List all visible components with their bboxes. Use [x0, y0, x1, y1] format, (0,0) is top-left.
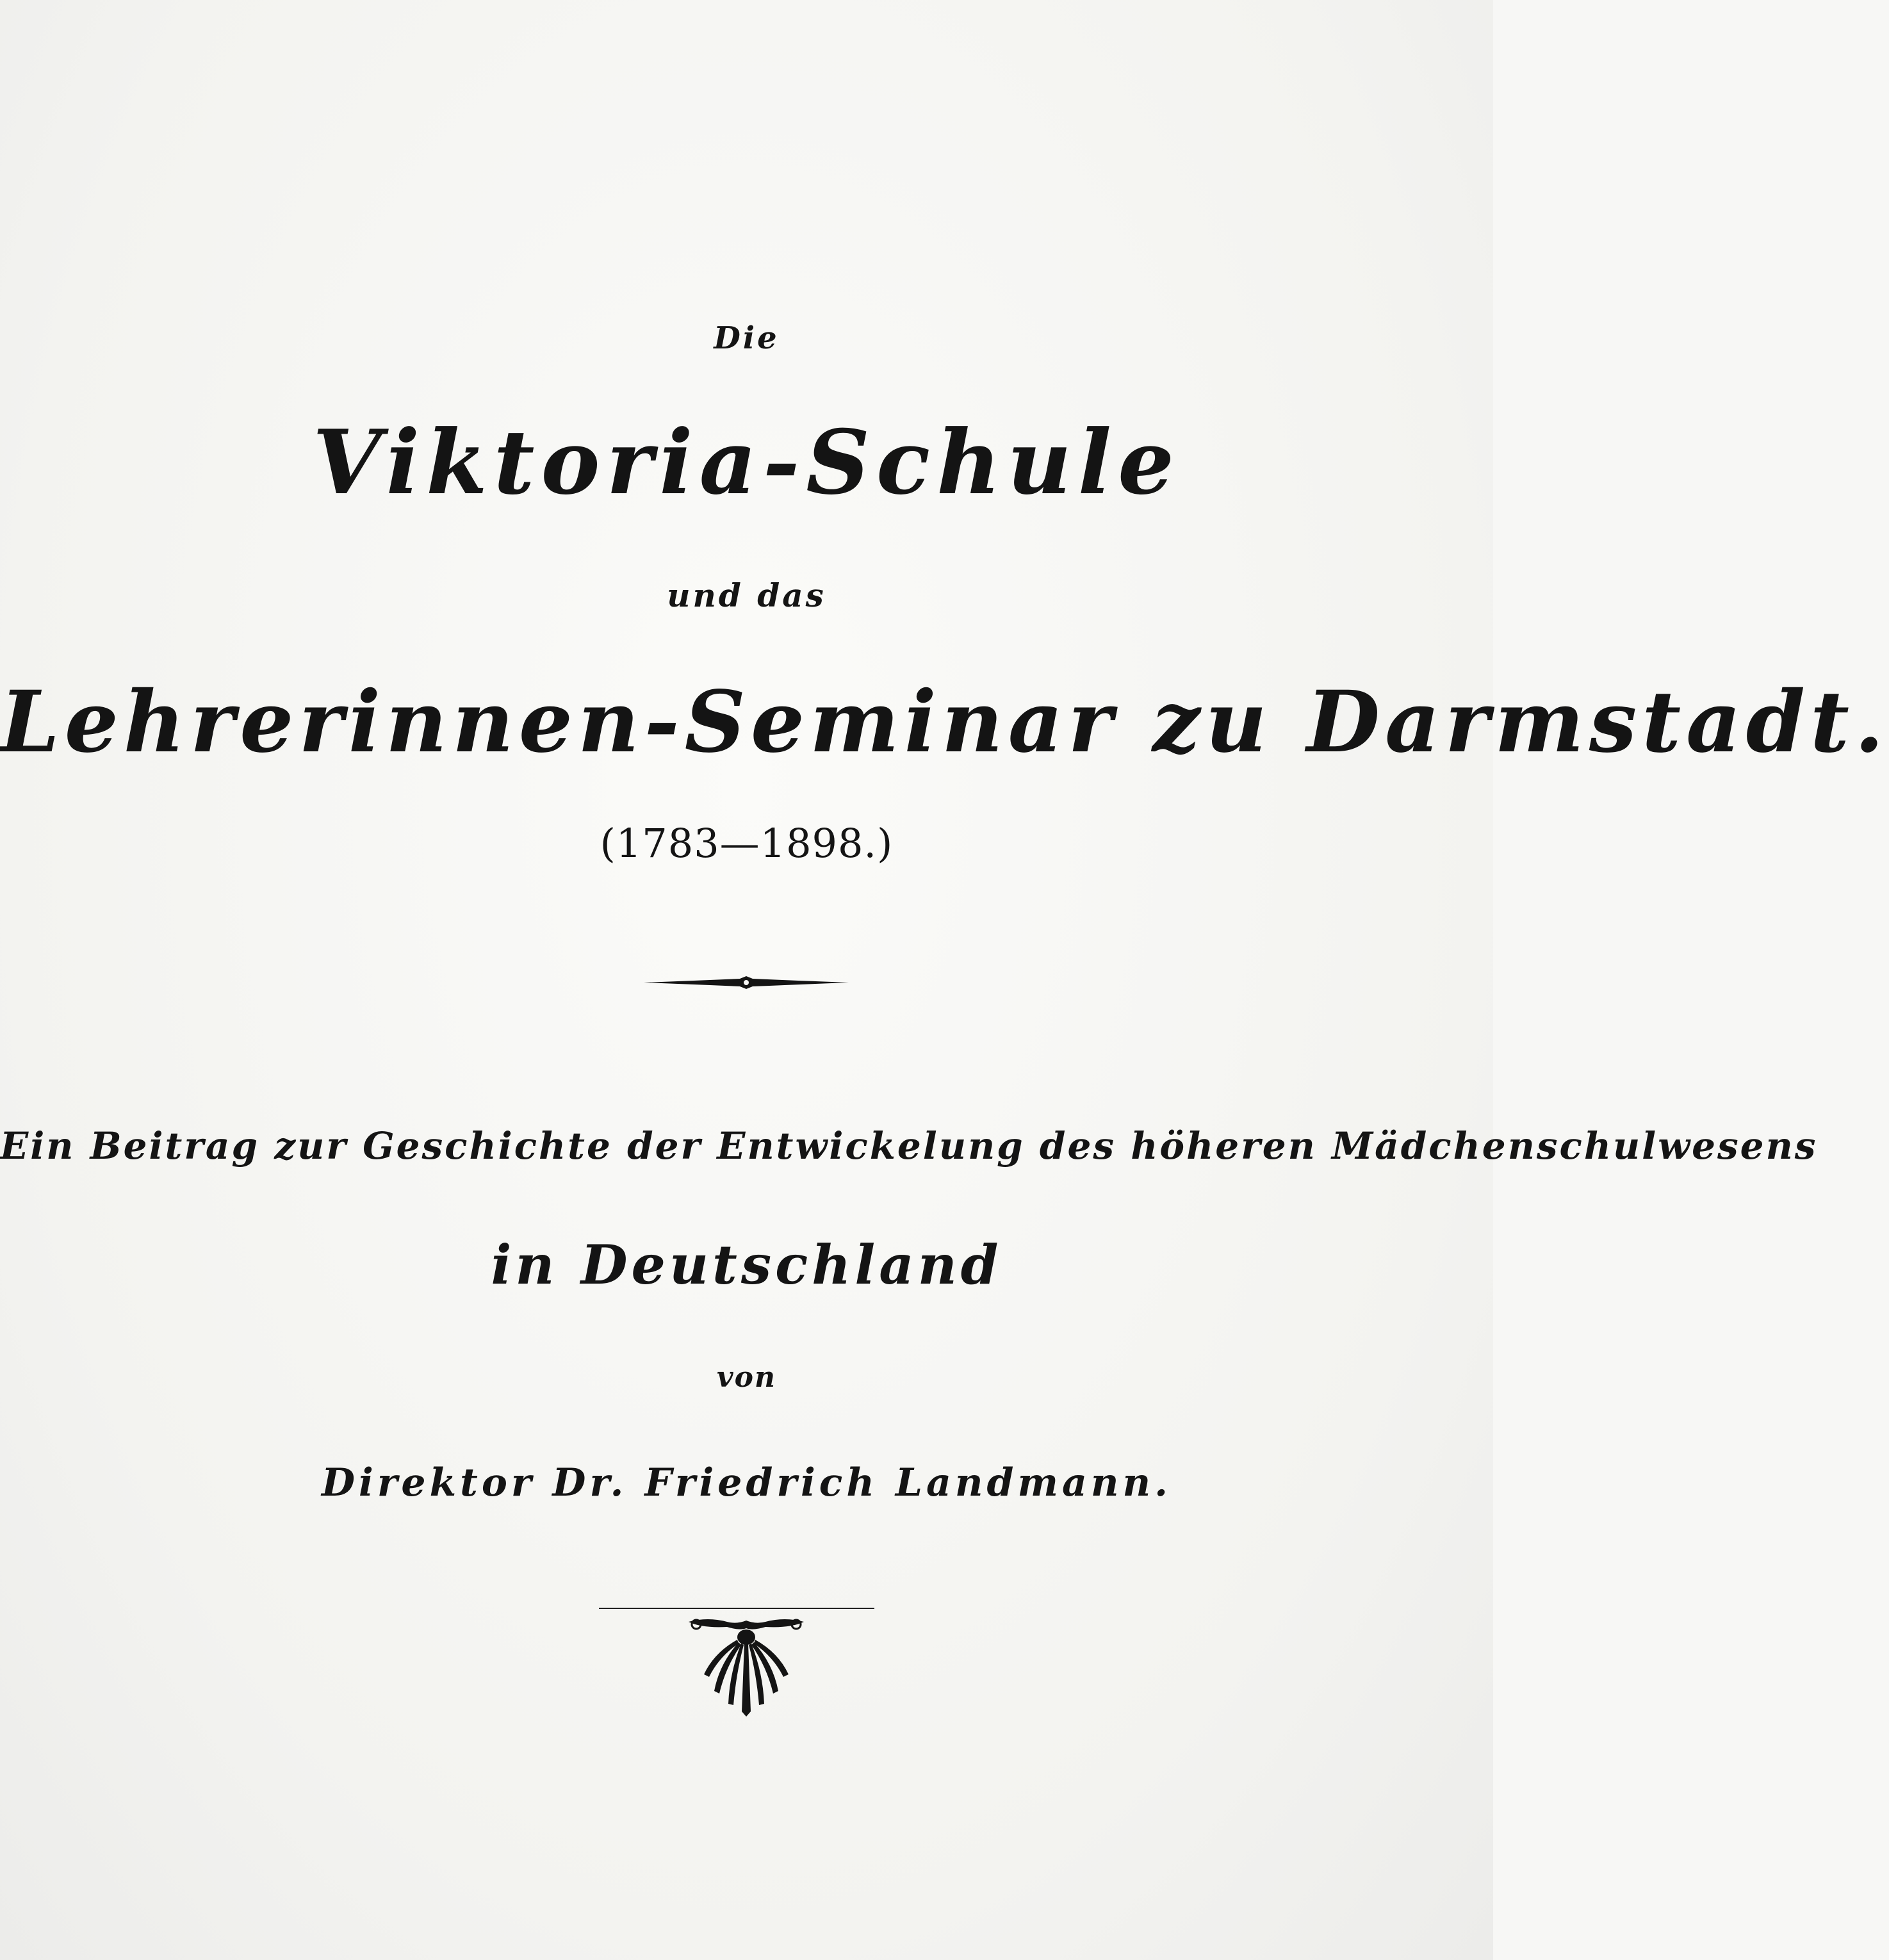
dash-diamond-ornament-icon — [644, 975, 849, 990]
footer-divider — [599, 1608, 874, 1609]
author-name: Direktor Dr. Friedrich Landmann. — [322, 1460, 1172, 1505]
school-name-heading: Viktoria-Schule — [313, 410, 1181, 514]
year-range: (1783—1898.) — [600, 820, 894, 867]
title-conjunction: und das — [667, 576, 826, 614]
subtitle: Ein Beitrag zur Geschichte der Entwickelung des höheren Mädchenschulwesens — [0, 1124, 1818, 1168]
seminar-name-heading: Lehrerinnen-Seminar zu Darmstadt. — [0, 673, 1889, 772]
country-line: in Deutschland — [491, 1233, 1002, 1296]
title-article: Die — [714, 320, 780, 356]
by-line: von — [717, 1361, 776, 1394]
palmette-vignette-icon — [682, 1615, 810, 1718]
